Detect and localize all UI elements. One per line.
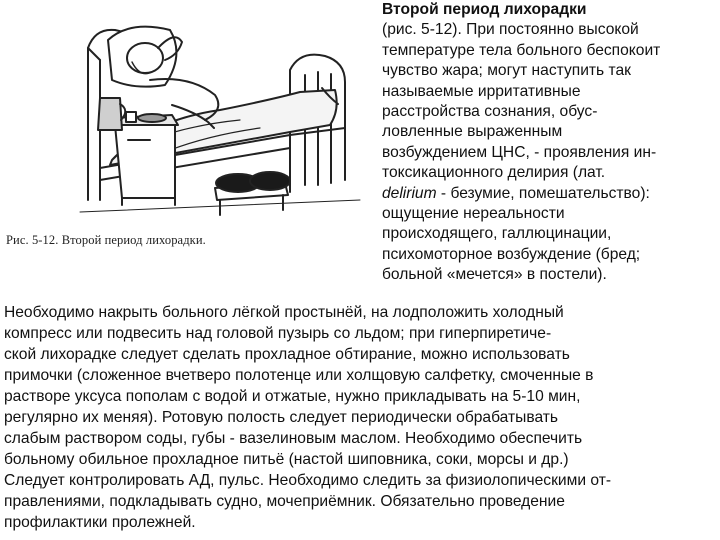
side-text-line: ловленные выраженным bbox=[382, 123, 563, 141]
side-text-line: происходящего, галлюцинации, bbox=[382, 225, 612, 243]
body-text-line: слабым раствором соды, губы - вазелиновым маслом. Необходимо обеспечить bbox=[4, 430, 583, 447]
body-text-line: больному обильное прохладное питьё (настой шиповника, соки, морсы и др.) bbox=[4, 451, 569, 468]
body-text-line: правлениями, подкладывать судно, мочеприёмник. Обязательно проведение bbox=[4, 493, 565, 510]
body-text-line: регулярно их меняя). Ротовую полость следует периодически обрабатывать bbox=[4, 409, 559, 426]
latin-term: delirium bbox=[382, 184, 437, 202]
body-text-line: профилактики пролежней. bbox=[4, 514, 196, 531]
side-text-line: расстройства сознания, обус- bbox=[382, 103, 598, 120]
side-text-line: токсикационного делирия (лат. bbox=[382, 164, 606, 182]
body-text-line: компресс или подвесить над головой пузырь со льдом; при гиперпиретиче- bbox=[4, 325, 552, 342]
side-text-line: температуре тела больного беспокоит bbox=[382, 41, 661, 59]
section-heading: Второй период лихорадки bbox=[382, 1, 587, 18]
side-text-line: (рис. 5-12). При постоянно высокой bbox=[382, 21, 639, 39]
side-text-line: психомоторное возбуждение (бред; bbox=[382, 245, 641, 263]
side-text-line: называемые ирритативные bbox=[382, 82, 581, 100]
body-text-line: Следует контролировать АД, пульс. Необходимо следить за физиолопическими от- bbox=[4, 472, 612, 489]
figure-caption: Рис. 5-12. Второй период лихорадки. bbox=[6, 233, 206, 247]
side-text-line: больной «мечется» в постели). bbox=[382, 266, 607, 284]
body-text-line: Необходимо накрыть больного лёгкой простынёй, на лодположить холодный bbox=[4, 304, 564, 321]
side-text-line: ощущение нереальности bbox=[382, 205, 565, 222]
body-text-line: растворе уксуса пополам с водой и отжатые, нужно прикладывать на 5-10 мин, bbox=[4, 388, 581, 405]
body-text-line: примочки (сложенное вчетверо полотенце или холщовую салфетку, смоченные в bbox=[4, 367, 594, 384]
side-text-line: возбуждением ЦНС, - проявления ин- bbox=[382, 143, 657, 161]
latin-term-definition: - безумие, помешательство): bbox=[436, 184, 650, 202]
body-text-line: ской лихорадке следует сделать прохладное обтирание, можно использовать bbox=[4, 346, 570, 363]
side-text-line-delirium bbox=[382, 184, 650, 204]
side-text-line: чувство жара; могут наступить так bbox=[382, 62, 631, 80]
